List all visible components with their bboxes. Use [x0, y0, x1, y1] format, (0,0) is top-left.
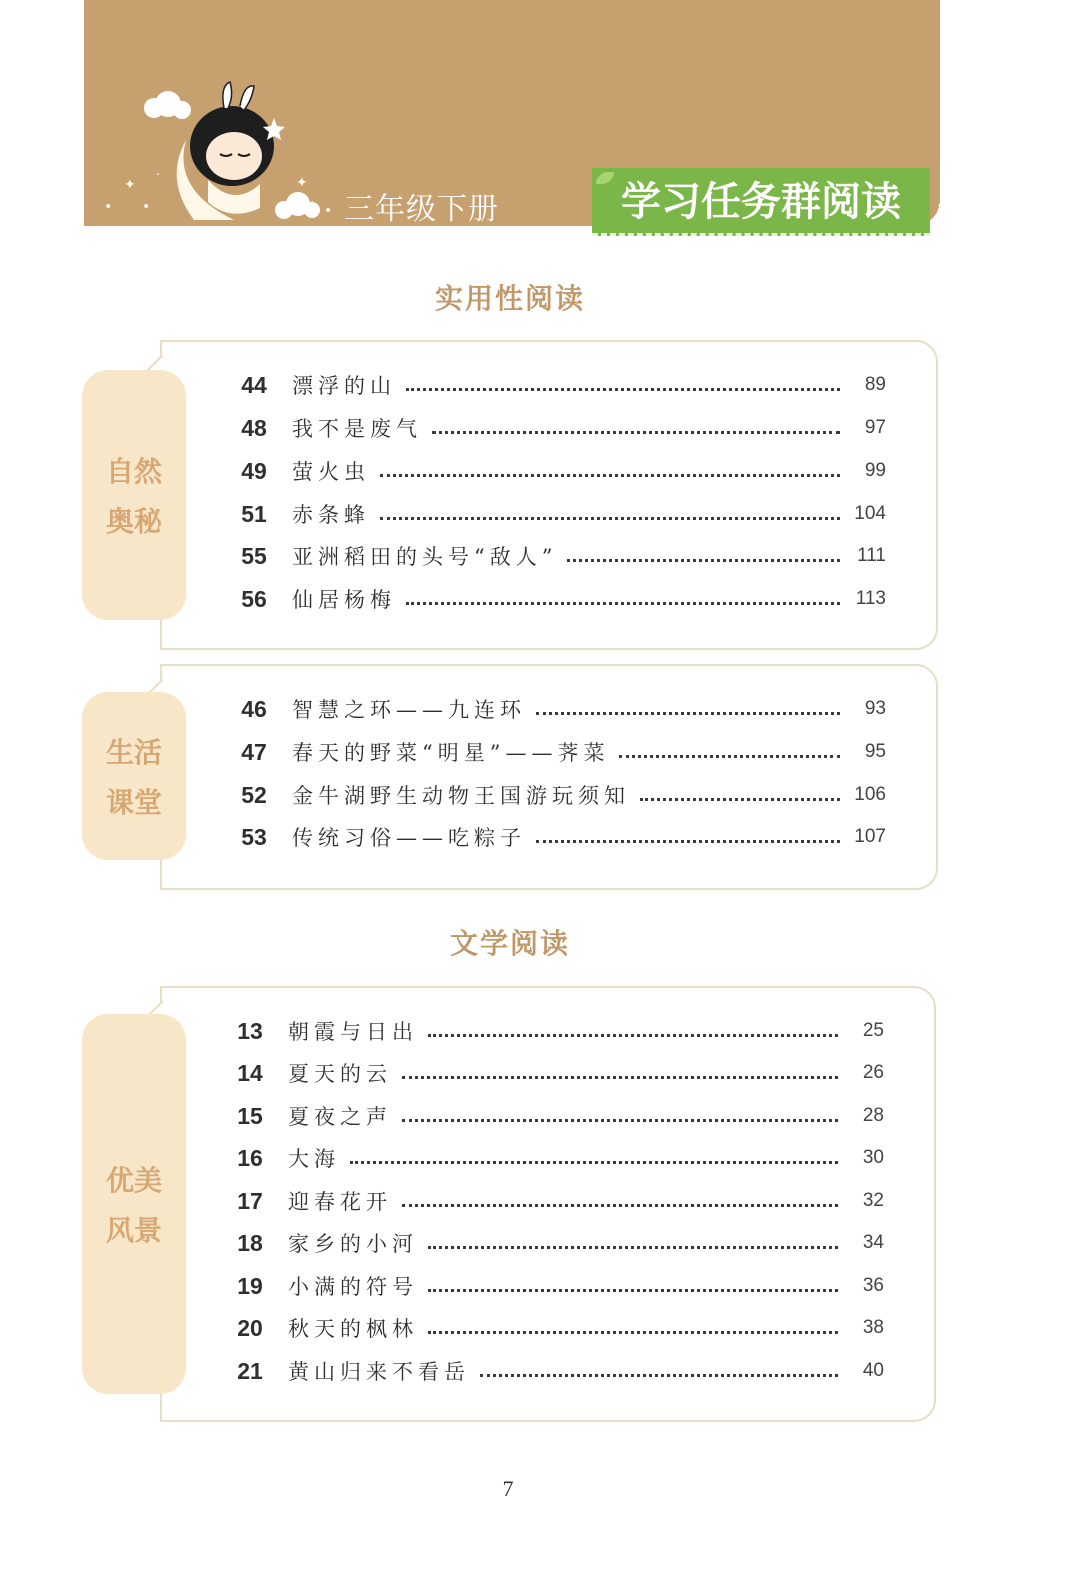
toc-entry[interactable]: [220, 1096, 884, 1136]
entry-number: 47: [241, 738, 267, 765]
entry-number: 18: [237, 1229, 263, 1256]
toc-entry[interactable]: [224, 451, 886, 491]
entry-number: 16: [237, 1144, 263, 1171]
dot-leader: [640, 798, 840, 801]
dot-leader: [432, 431, 840, 434]
entry-page: 107: [854, 826, 886, 847]
entry-number: 15: [237, 1102, 263, 1129]
dot-leader: [406, 602, 840, 605]
entry-page: 99: [864, 460, 886, 481]
dot-leader: [350, 1161, 838, 1164]
sparkle-decoration: ·: [310, 195, 315, 211]
entry-title: 大海: [288, 1147, 340, 1171]
entry-title: 仙居杨梅: [292, 588, 396, 612]
entry-number: 56: [241, 585, 267, 612]
entry-title: 金牛湖野生动物王国游玩须知: [292, 784, 630, 808]
entry-page: 28: [862, 1105, 884, 1126]
dot-leader: [536, 712, 840, 715]
index-label: 索引: [937, 192, 967, 271]
entry-page: 95: [864, 741, 886, 762]
toc-entry[interactable]: [220, 1011, 884, 1051]
dot-leader: [380, 517, 840, 520]
sparkle-decoration: ✦: [124, 177, 136, 193]
entry-title: 春天的野菜“明星”——荠菜: [292, 741, 610, 765]
dot-leader: [428, 1034, 838, 1037]
entry-page: 113: [855, 588, 886, 609]
sparkle-decoration: •: [104, 199, 113, 215]
entry-number: 14: [237, 1059, 263, 1086]
entry-title: 迎春花开: [288, 1190, 392, 1214]
toc-entry[interactable]: [220, 1266, 884, 1306]
entry-title: 亚洲稻田的头号“敌人”: [292, 545, 558, 569]
sparkle-decoration: •: [324, 203, 333, 219]
entry-title: 萤火虫: [292, 460, 370, 484]
dot-leader: [480, 1374, 838, 1377]
entry-page: 89: [864, 374, 886, 395]
dot-leader: [402, 1204, 838, 1207]
toc-entry[interactable]: [224, 689, 886, 729]
toc-entry[interactable]: [220, 1223, 884, 1263]
grade-label: 三年级下册: [344, 192, 499, 227]
entry-number: 20: [237, 1314, 263, 1341]
entry-title: 我不是废气: [292, 417, 422, 441]
entry-page: 111: [857, 545, 886, 566]
entry-number: 48: [241, 414, 267, 441]
dot-leader: [380, 474, 840, 477]
dot-leader: [428, 1246, 838, 1249]
toc-entry[interactable]: [220, 1181, 884, 1221]
entry-number: 19: [237, 1272, 263, 1299]
entry-page: 40: [862, 1360, 884, 1381]
toc-entry[interactable]: [220, 1351, 884, 1391]
entry-page: 97: [864, 417, 886, 438]
entry-number: 46: [241, 695, 267, 722]
toc-entry[interactable]: [224, 365, 886, 405]
entry-title: 智慧之环——九连环: [292, 698, 526, 722]
toc-entry[interactable]: [224, 579, 886, 619]
entry-title: 夏夜之声: [288, 1105, 392, 1129]
sparkle-decoration: ·: [156, 167, 161, 183]
category-label: 自然 奥秘: [82, 370, 186, 620]
entry-title: 小满的符号: [288, 1275, 418, 1299]
entry-page: 104: [854, 503, 886, 524]
dot-leader: [406, 388, 840, 391]
entry-number: 49: [241, 457, 267, 484]
entry-page: 30: [862, 1147, 884, 1168]
dot-leader: [428, 1331, 838, 1334]
entry-title: 夏天的云: [288, 1062, 392, 1086]
entry-title: 家乡的小河: [288, 1232, 418, 1256]
sparkle-decoration: ✦: [296, 175, 308, 191]
entry-page: 36: [862, 1275, 884, 1296]
category-label: 优美 风景: [82, 1014, 186, 1394]
mascot-girl-on-moon-illustration: [124, 70, 324, 230]
entry-title: 传统习俗——吃粽子: [292, 826, 526, 850]
toc-entry[interactable]: [224, 408, 886, 448]
entry-number: 44: [241, 371, 267, 398]
toc-entry[interactable]: [220, 1308, 884, 1348]
section-title: 实用性阅读: [434, 282, 585, 315]
entry-page: 25: [862, 1020, 884, 1041]
entry-page: 38: [862, 1317, 884, 1338]
entry-page: 34: [862, 1232, 884, 1253]
entry-number: 53: [241, 823, 267, 850]
entry-title: 漂浮的山: [292, 374, 396, 398]
dot-leader: [536, 840, 840, 843]
toc-entry[interactable]: [220, 1138, 884, 1178]
entry-number: 55: [241, 542, 267, 569]
toc-entry[interactable]: [224, 494, 886, 534]
toc-entry[interactable]: [224, 536, 886, 576]
entry-number: 52: [241, 781, 267, 808]
entry-title: 赤条蜂: [292, 503, 370, 527]
entry-page: 93: [864, 698, 886, 719]
toc-entry[interactable]: [224, 775, 886, 815]
dot-leader: [402, 1119, 838, 1122]
entry-title: 朝霞与日出: [288, 1020, 418, 1044]
entry-page: 26: [862, 1062, 884, 1083]
entry-number: 51: [241, 500, 267, 527]
entry-title: 秋天的枫林: [288, 1317, 418, 1341]
dot-leader: [567, 559, 840, 562]
category-label: 生活 课堂: [82, 692, 186, 860]
toc-entry[interactable]: [224, 732, 886, 772]
dot-leader: [428, 1289, 838, 1292]
entry-page: 32: [862, 1190, 884, 1211]
entry-title: 黄山归来不看岳: [288, 1360, 470, 1384]
toc-entry[interactable]: [220, 1053, 884, 1093]
entry-number: 17: [237, 1187, 263, 1214]
toc-entry[interactable]: [224, 817, 886, 857]
dot-leader: [619, 755, 840, 758]
dot-leader: [402, 1076, 838, 1079]
entry-number: 13: [237, 1017, 263, 1044]
task-title: 学习任务群阅读: [592, 168, 930, 236]
header-banner: [84, 0, 967, 271]
section-title: 文学阅读: [449, 927, 570, 960]
entry-number: 21: [237, 1357, 263, 1384]
entry-page: 106: [854, 784, 886, 805]
sparkle-decoration: •: [142, 199, 151, 215]
page-number: 7: [502, 1476, 514, 1501]
